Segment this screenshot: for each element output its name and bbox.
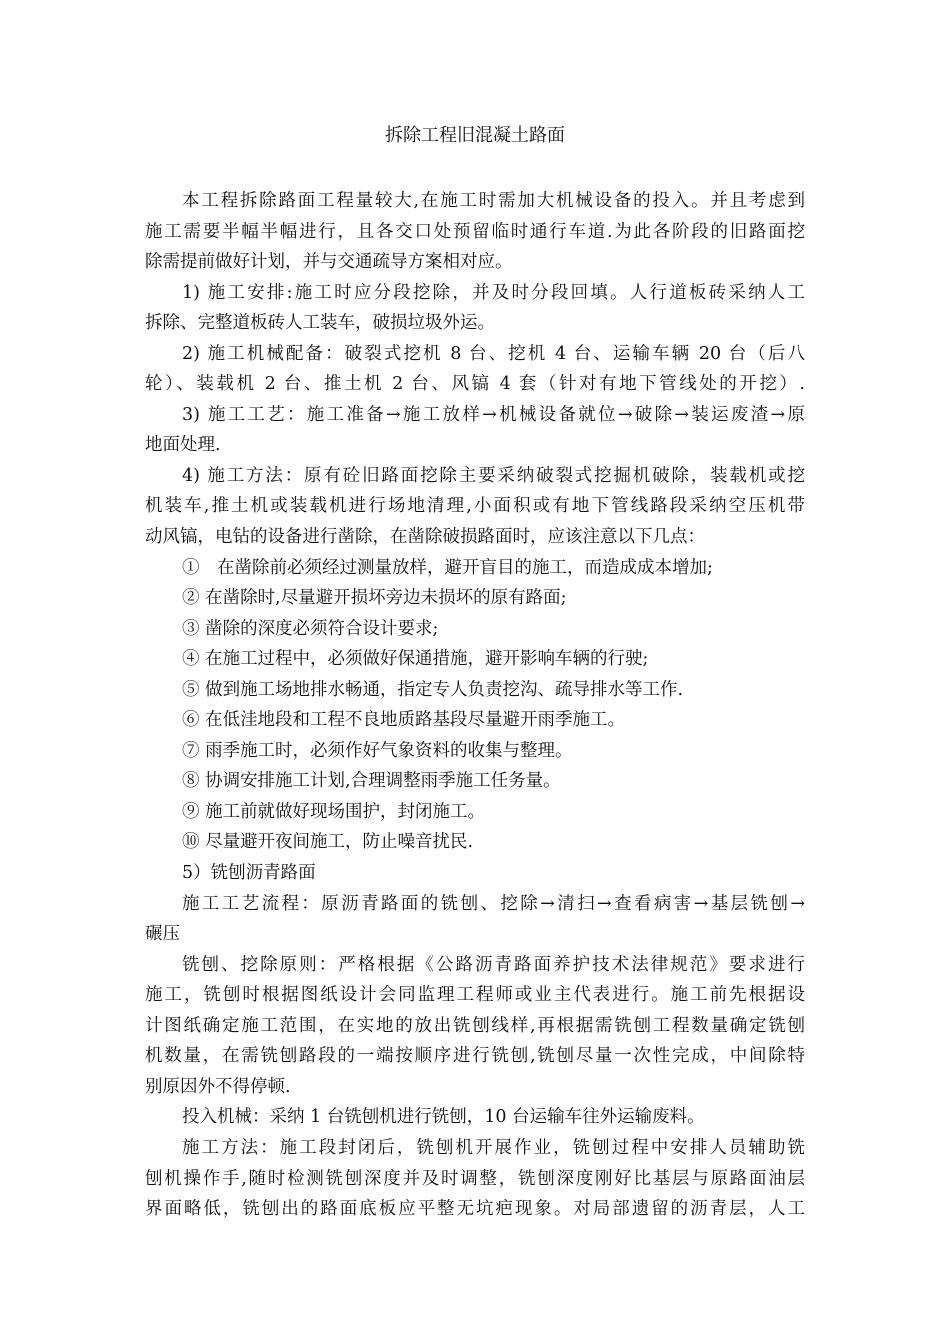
- text-line: 本工程拆除路面工程量较大,在施工时需加大机械设备的投入。并且考虑到: [182, 191, 805, 211]
- list-item: ① 在凿除前必须经过测量放样，避开盲目的施工，而造成成本增加;: [182, 557, 713, 578]
- text-line: 地面处理.: [145, 435, 221, 456]
- text-line: 机数量，在需铣刨路段的一端按顺序进行铣刨,铣刨尽量一次性完成，中间除特: [145, 1046, 805, 1067]
- text-line: 1) 施工安排:施工时应分段挖除，并及时分段回填。人行道板砖采纳人工: [182, 282, 805, 303]
- list-item: ⑥ 在低洼地段和工程不良地质路基段尽量避开雨季施工。: [182, 710, 626, 731]
- text-line: 界面略低，铣刨出的路面底板应平整无坑疤现象。对局部遗留的沥青层，人工: [145, 1199, 805, 1220]
- list-item: ⑩ 尽量避开夜间施工，防止噪音扰民.: [182, 832, 474, 853]
- text-line: 投入机械：采纳 1 台铣刨机进行铣刨，10 台运输车往外运输废料。: [182, 1107, 705, 1128]
- list-item: ⑦ 雨季施工时，必须作好气象资料的收集与整理。: [182, 740, 573, 761]
- text-line: 铣刨、挖除原则：严格根据《公路沥青路面养护技术法律规范》要求进行: [182, 954, 805, 975]
- document-title: 拆除工程旧混凝土路面: [385, 125, 565, 146]
- list-item: ⑨ 施工前就做好现场围护，封闭施工。: [182, 801, 486, 822]
- text-line: 机装车,推土机或装载机进行场地清理,小面积或有地下管线路段采纳空压机带: [145, 496, 805, 517]
- text-line: 施工方法：施工段封闭后，铣刨机开展作业，铣刨过程中安排人员辅助铣: [182, 1137, 805, 1158]
- list-item: ② 在凿除时,尽量避开损坏旁边未损坏的原有路面;: [182, 588, 567, 609]
- list-item: ④ 在施工过程中，必须做好保通措施，避开影响车辆的行驶;: [182, 649, 649, 670]
- text-line: 施工需要半幅半幅进行，且各交口处预留临时通行车道.为此各阶段的旧路面挖: [145, 221, 805, 242]
- text-line: 动风镐，电钻的设备进行凿除，在凿除破损路面时，应该注意以下几点：: [145, 527, 705, 548]
- text-line: 别原因外不得停顿.: [145, 1076, 291, 1097]
- text-line: 2) 施工机械配备：破裂式挖机 8 台、挖机 4 台、运输车辆 20 台（后八: [182, 343, 805, 364]
- text-line: 碾压: [145, 924, 180, 945]
- list-item: ③ 凿除的深度必须符合设计要求;: [182, 618, 439, 639]
- text-line: 3) 施工工艺：施工准备→施工放样→机械设备就位→破除→装运废渣→原: [182, 404, 805, 425]
- text-line: 施工工艺流程：原沥青路面的铣刨、挖除→清扫→查看病害→基层铣刨→: [182, 893, 805, 914]
- text-line: 除需提前做好计划，并与交通疏导方案相对应。: [145, 252, 513, 273]
- list-item: ⑤ 做到施工场地排水畅通，指定专人负责挖沟、疏导排水等工作.: [182, 679, 684, 700]
- text-line: 施工，铣刨时根据图纸设计会同监理工程师或业主代表进行。施工前先根据设: [145, 985, 805, 1006]
- text-line: 拆除、完整道板砖人工装车，破损垃圾外运。: [145, 313, 495, 334]
- list-item: ⑧ 协调安排施工计划,合理调整雨季施工任务量。: [182, 771, 561, 792]
- text-line: 计图纸确定施工范围，在实地的放出铣刨线样,再根据需铣刨工程数量确定铣刨: [145, 1015, 805, 1036]
- text-line: 刨机操作手,随时检测铣刨深度并及时调整，铣刨深度刚好比基层与原路面油层: [145, 1168, 805, 1189]
- text-line: 轮）、装载机 2 台、推土机 2 台、风镐 4 套（针对有地下管线处的开挖）.: [145, 374, 805, 395]
- document-body: [145, 186, 805, 1225]
- text-line: 4) 施工方法：原有砼旧路面挖除主要采纳破裂式挖掘机破除，装载机或挖: [182, 465, 805, 486]
- section-heading: 5）铣刨沥青路面: [182, 863, 316, 884]
